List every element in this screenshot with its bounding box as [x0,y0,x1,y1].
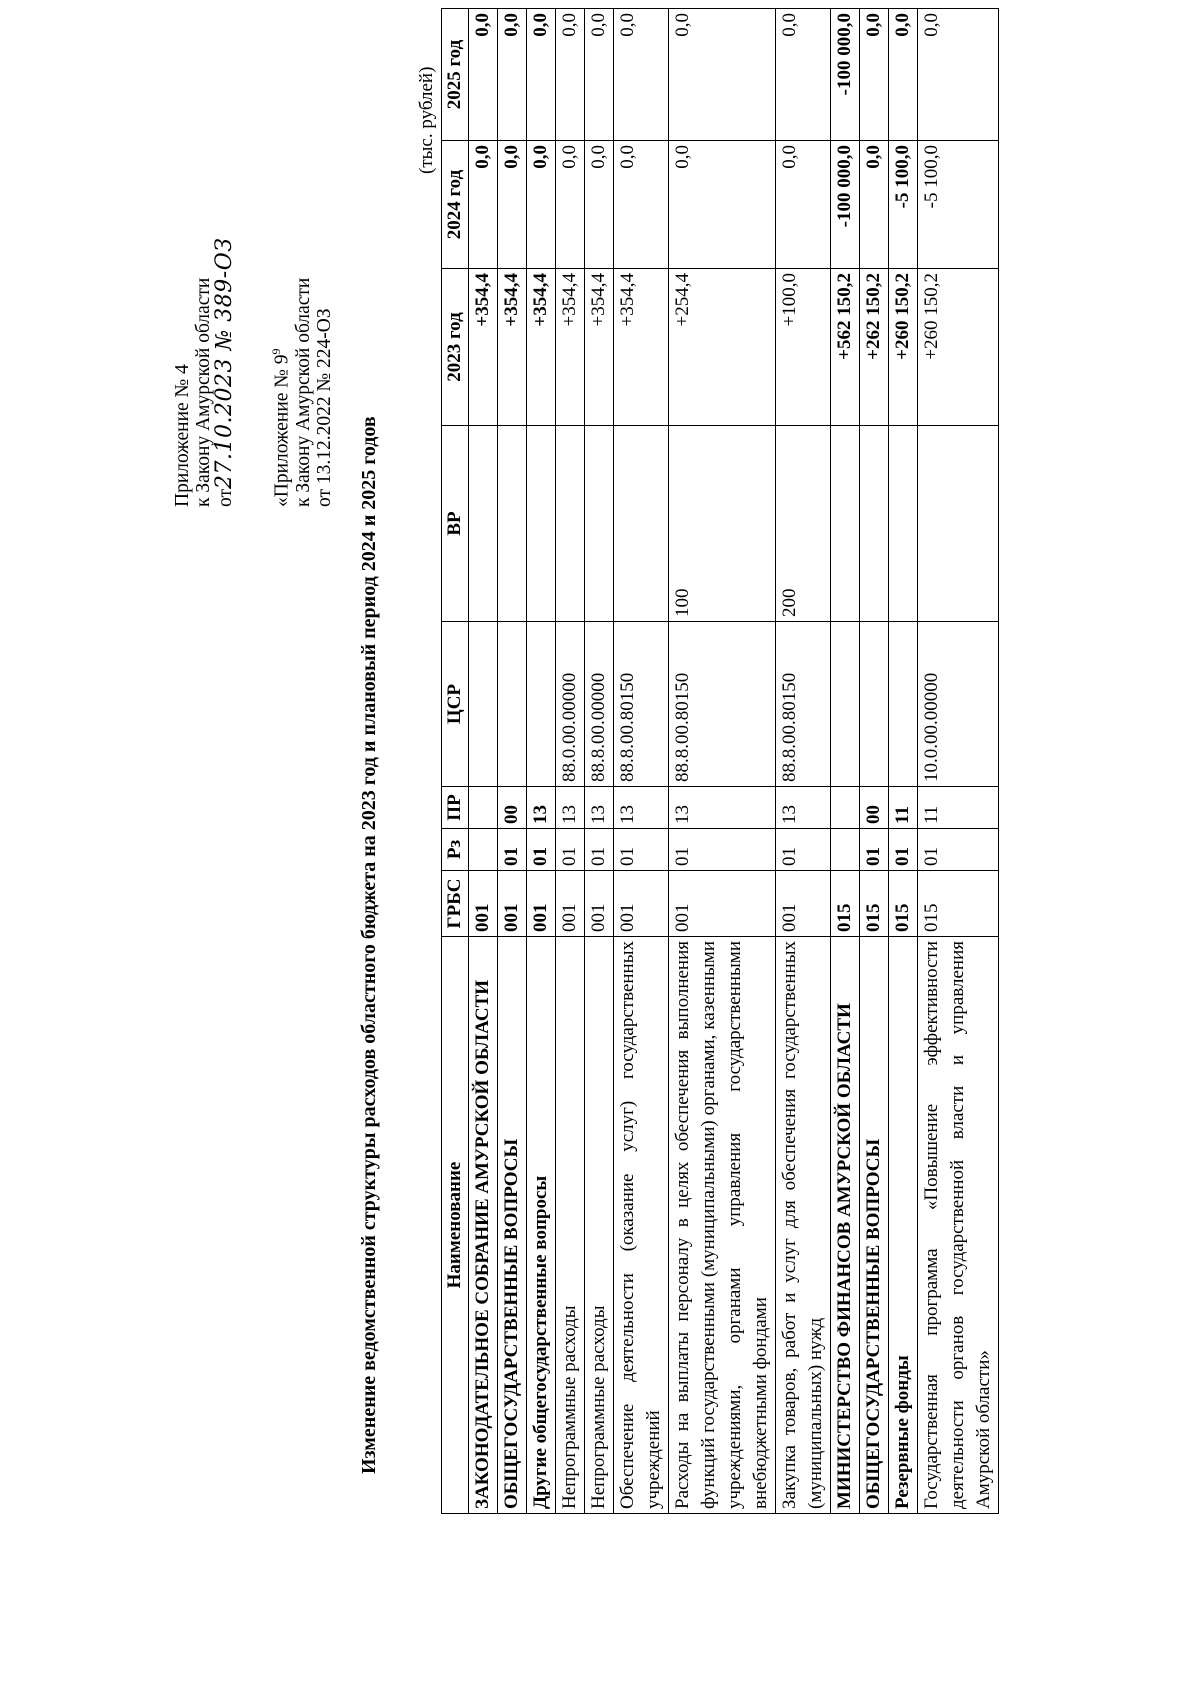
row-csr [860,622,889,787]
row-2023: +262 150,2 [860,269,889,426]
table-header-row [442,9,469,1514]
row-name: МИНИСТЕРСТВО ФИНАНСОВ АМУРСКОЙ ОБЛАСТИ [831,937,860,1514]
row-grbs: 001 [776,871,831,937]
header-csr: ЦСР [442,622,469,787]
row-vr: 100 [669,426,776,622]
row-2025: 0,0 [498,9,527,141]
table-row [556,9,585,1514]
row-2024: 0,0 [585,141,614,269]
row-2024: 0,0 [498,141,527,269]
row-rz: 01 [614,829,669,871]
row-rz: 01 [669,829,776,871]
row-name: Обеспечение деятельности (оказание услуг) государственных учреждений [614,937,669,1514]
row-2023: +354,4 [556,269,585,426]
row-csr [469,622,498,787]
row-2025: 0,0 [527,9,556,141]
row-vr [831,426,860,622]
row-rz: 01 [585,829,614,871]
row-grbs: 001 [585,871,614,937]
row-2023: +354,4 [469,269,498,426]
row-pr [831,787,860,829]
row-pr: 11 [889,787,918,829]
appendix-law-ref: к Закону Амурской области [193,277,214,507]
row-vr: 200 [776,426,831,622]
row-name: Резервные фонды [889,937,918,1514]
row-rz: 01 [918,829,999,871]
row-2025: 0,0 [860,9,889,141]
header-grbs: ГРБС [442,871,469,937]
header-2024: 2024 год [442,141,469,269]
row-csr: 88.8.00.80150 [614,622,669,787]
row-csr: 88.8.00.80150 [669,622,776,787]
row-grbs: 001 [498,871,527,937]
previous-law-ref: к Закону Амурской области [292,277,314,507]
row-grbs: 001 [669,871,776,937]
header-vr: ВР [442,426,469,622]
row-name: ОБЩЕГОСУДАРСТВЕННЫЕ ВОПРОСЫ [498,937,527,1514]
row-pr [469,787,498,829]
row-csr: 10.0.00.00000 [918,622,999,787]
row-rz: 01 [776,829,831,871]
row-rz: 01 [527,829,556,871]
table-row [527,9,556,1514]
row-rz: 01 [889,829,918,871]
row-csr: 88.8.00.80150 [776,622,831,787]
row-grbs: 001 [556,871,585,937]
row-2023: +562 150,2 [831,269,860,426]
row-pr: 00 [860,787,889,829]
row-2023: +100,0 [776,269,831,426]
appendix-superscript: 9 [269,348,283,355]
row-2025: 0,0 [669,9,776,141]
row-rz: 01 [498,829,527,871]
row-csr [831,622,860,787]
appendix-date-prefix: от [215,488,236,507]
appendix-header [172,238,236,507]
row-grbs: 015 [918,871,999,937]
row-grbs: 001 [527,871,556,937]
header-2023: 2023 год [442,269,469,426]
table-row [860,9,889,1514]
row-vr [860,426,889,622]
table-row [498,9,527,1514]
row-2023: +354,4 [498,269,527,426]
table-row [614,9,669,1514]
row-csr: 88.0.00.00000 [556,622,585,787]
row-vr [469,426,498,622]
row-2025: -100 000,0 [831,9,860,141]
row-pr: 13 [669,787,776,829]
row-csr [527,622,556,787]
row-2024: -100 000,0 [831,141,860,269]
header-rz: Рз [442,829,469,871]
row-grbs: 001 [614,871,669,937]
appendix-number: Приложение № 4 [172,364,193,507]
row-2024: 0,0 [776,141,831,269]
row-2024: 0,0 [556,141,585,269]
row-grbs: 001 [469,871,498,937]
row-2023: +260 150,2 [918,269,999,426]
previous-law-date: от 13.12.2022 № 224-ОЗ [313,308,335,507]
unit-note: (тыс. рублей) [416,66,437,174]
row-rz [831,829,860,871]
row-rz: 01 [556,829,585,871]
handwritten-date-number: 27.10.2023 № 389-ОЗ [212,237,237,489]
header-2025: 2025 год [442,9,469,141]
row-vr [918,426,999,622]
row-2025: 0,0 [776,9,831,141]
row-2024: 0,0 [527,141,556,269]
row-pr: 13 [585,787,614,829]
row-csr: 88.8.00.00000 [585,622,614,787]
table-row [889,9,918,1514]
row-name: Закупка товаров, работ и услуг для обеспечения государственных (муниципальных) нужд [776,937,831,1514]
row-2024: 0,0 [469,141,498,269]
header-pr: ПР [442,787,469,829]
table-row [776,9,831,1514]
row-csr [889,622,918,787]
row-2025: 0,0 [585,9,614,141]
row-2024: -5 100,0 [889,141,918,269]
row-name: ОБЩЕГОСУДАРСТВЕННЫЕ ВОПРОСЫ [860,937,889,1514]
row-vr [585,426,614,622]
row-pr: 00 [498,787,527,829]
row-2023: +354,4 [585,269,614,426]
row-grbs: 015 [889,871,918,937]
row-vr [556,426,585,622]
row-2024: -5 100,0 [918,141,999,269]
table-row [469,9,498,1514]
row-2024: 0,0 [669,141,776,269]
header-name: Наименование [442,937,469,1514]
row-pr: 13 [776,787,831,829]
row-vr [498,426,527,622]
previous-appendix-number: «Приложение № $9^9$ [269,348,293,507]
row-rz: 01 [860,829,889,871]
table-row [918,9,999,1514]
row-2025: 0,0 [889,9,918,141]
row-pr: 13 [614,787,669,829]
row-vr [614,426,669,622]
row-pr: 13 [556,787,585,829]
row-name: Государственная программа «Повышение эффективности деятельности органов государственной власти и управления Амурской области» [918,937,999,1514]
row-2025: 0,0 [556,9,585,141]
previous-appendix-header [266,278,335,507]
appendix-date-line [214,238,236,507]
row-2025: 0,0 [469,9,498,141]
row-name: ЗАКОНОДАТЕЛЬНОЕ СОБРАНИЕ АМУРСКОЙ ОБЛАСТИ [469,937,498,1514]
row-name: Непрограммные расходы [556,937,585,1514]
table-row [585,9,614,1514]
row-grbs: 015 [860,871,889,937]
row-2025: 0,0 [614,9,669,141]
row-name: Другие общегосударственные вопросы [527,937,556,1514]
budget-table [441,8,999,1514]
row-vr [889,426,918,622]
row-2025: 0,0 [918,9,999,141]
table-row [669,9,776,1514]
table-row [831,9,860,1514]
row-grbs: 015 [831,871,860,937]
row-name: Непрограммные расходы [585,937,614,1514]
row-2024: 0,0 [860,141,889,269]
row-vr [527,426,556,622]
row-2024: 0,0 [614,141,669,269]
row-name: Расходы на выплаты персоналу в целях обеспечения выполнения функций государственными (муниципальными) органами, казенными учреждениями, органами управления государственными внебюджетными фондами [669,937,776,1514]
row-2023: +354,4 [527,269,556,426]
row-pr: 13 [527,787,556,829]
row-pr: 11 [918,787,999,829]
row-2023: +254,4 [669,269,776,426]
row-rz [469,829,498,871]
row-2023: +354,4 [614,269,669,426]
row-csr [498,622,527,787]
row-2023: +260 150,2 [889,269,918,426]
document-title: Изменение ведомственной структуры расходов областного бюджета на 2023 год и плановый период 2024 и 2025 годов [358,416,380,1474]
